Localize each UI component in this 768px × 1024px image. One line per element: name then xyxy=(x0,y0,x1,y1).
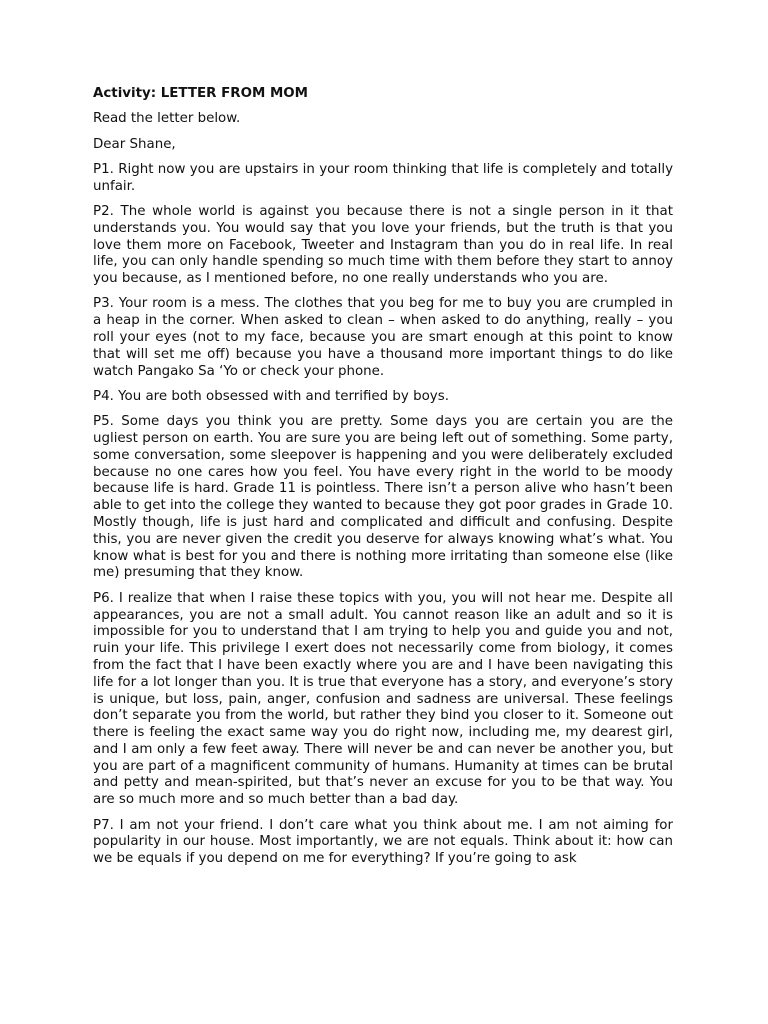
activity-title: Activity: LETTER FROM MOM xyxy=(93,86,308,101)
paragraph-p3: P3. Your room is a mess. The clothes that you beg for me to buy you are crumpled in a heap in the corner. When asked to clean – when asked to do anything, really – you roll your eyes (not to my face, because you are smart enough at this point to know that will set me off) because you have a thousand more important things to do like watch Pangako Sa ‘Yo or check your phone. xyxy=(93,296,673,379)
paragraph-p4: P4. You are both obsessed with and terrified by boys. xyxy=(93,388,449,404)
document-page xyxy=(93,86,673,876)
letter-salutation: Dear Shane, xyxy=(93,136,176,152)
paragraph-p7: P7. I am not your friend. I don’t care what you think about me. I am not aiming for popularity in our house. Most importantly, we are not equals. Think about it: how can we be equals if you depend on me for everything? If you’re going to ask xyxy=(93,817,673,867)
paragraph-p2: P2. The whole world is against you because there is not a single person in it that understands you. You would say that you love your friends, but the truth is that you love them more on Facebook, Tweeter and Instagram than you do in real life. In real life, you can only handle spending so much time with them before they start to annoy you because, as I mentioned before, no one really understands who you are. xyxy=(93,203,673,287)
paragraph-p1: P1. Right now you are upstairs in your room thinking that life is completely and totally unfair. xyxy=(93,161,673,194)
instruction-text: Read the letter below. xyxy=(93,111,241,127)
paragraph-p5: P5. Some days you think you are pretty. Some days you are certain you are the ugliest person on earth. You are sure you are being left out of something. Some party, some conversation, some sleepover is happening and you were deliberately excluded because no one cares how you feel. You have every right in the world to be moody because life is hard. Grade 11 is pointless. There isn’t a person alive who hasn’t been able to get into the college they wanted to because they got poor grades in Grade 10. Mostly though, life is just hard and complicated and difficult and confusing. Despite this, you are never given the credit you deserve for always knowing what’s what. You know what is best for you and there is nothing more irritating than someone else (like me) presuming that they know. xyxy=(93,414,673,581)
paragraph-p6: P6. I realize that when I raise these topics with you, you will not hear me. Despite all appearances, you are not a small adult. You cannot reason like an adult and so it is impossible for you to understand that I am trying to help you and guide you and not, ruin your life. This privilege I exert does not necessarily come from biology, it comes from the fact that I have been exactly where you are and I have been navigating this life for a lot longer than you. It is true that everyone has a story, and everyone’s story is unique, but loss, pain, anger, confusion and sadness are universal. These feelings don’t separate you from the world, but rather they bind you closer to it. Someone out there is feeling the exact same way you do right now, including me, my dearest girl, and I am only a few feet away. There will never be and can never be another you, but you are part of a magnificent community of humans. Humanity at times can be brutal and petty and mean-spirited, but that’s never an excuse for you to be that way. You are so much more and so much better than a bad day. xyxy=(93,590,673,808)
